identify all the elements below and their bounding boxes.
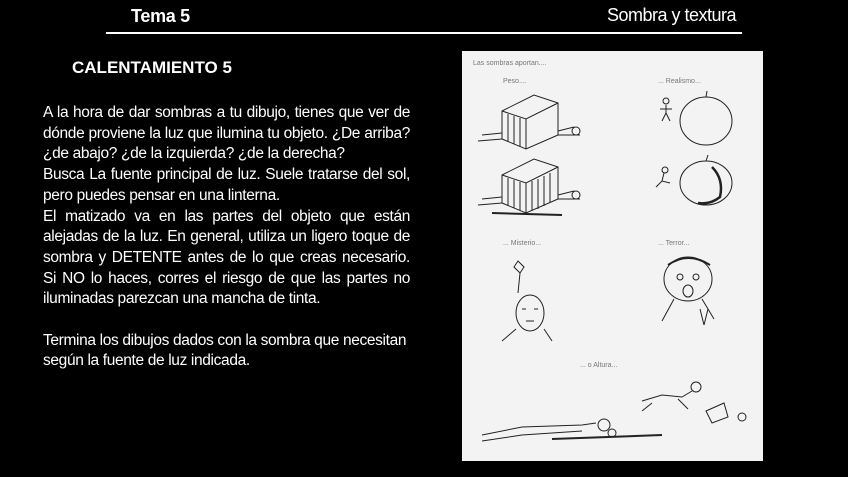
worksheet-drawings: [462, 51, 763, 461]
label-terror: ... Terror...: [658, 240, 690, 247]
paragraph-light-source: Busca La fuente principal de luz. Suele tratarse del sol, pero puedes pensar en una linterna.: [43, 166, 410, 204]
label-peso: Peso....: [503, 78, 527, 85]
height-drawing: [482, 382, 746, 441]
crate-shaded-drawing: [478, 159, 580, 215]
paragraph-light-direction: A la hora de dar sombras a tu dibujo, tienes que ver de dónde proviene la luz que ilumina tu objeto. ¿De arriba? ¿de abajo? ¿de la izquierda? ¿de la derecha?: [43, 104, 410, 163]
crate-drawing: [478, 95, 580, 149]
mystery-face-drawing: [502, 261, 552, 341]
label-altura: ... o Altura...: [580, 362, 618, 369]
section-title: Sombra y textura: [607, 5, 737, 25]
exercise-heading: CALENTAMIENTO 5: [72, 58, 232, 77]
worksheet-intro-label: Las sombras aportan....: [473, 60, 547, 67]
chapter-title: Tema 5: [131, 6, 190, 26]
header-divider: [106, 32, 742, 34]
paragraph-shading: El matizado va en las partes del objeto que están alejadas de la luz. En general, utiliza un ligero toque de sombra y DETENTE antes de lo que creas necesario. Si NO lo haces, corres el riesgo de que las partes no iluminadas parezcan una mancha de tinta.: [43, 207, 410, 308]
apple-drawing: [660, 91, 732, 145]
instructions-text: [43, 103, 410, 372]
worksheet-image: [462, 51, 763, 461]
terror-face-drawing: [662, 257, 714, 325]
paragraph-task: Termina los dibujos dados con la sombra que necesitan según la fuente de luz indicada.: [43, 331, 407, 370]
label-misterio: ... Misterio...: [503, 240, 542, 247]
apple-shaded-drawing: [656, 155, 732, 205]
paragraph-spacer: [43, 310, 410, 331]
label-realismo: ... Realismo...: [658, 78, 701, 85]
